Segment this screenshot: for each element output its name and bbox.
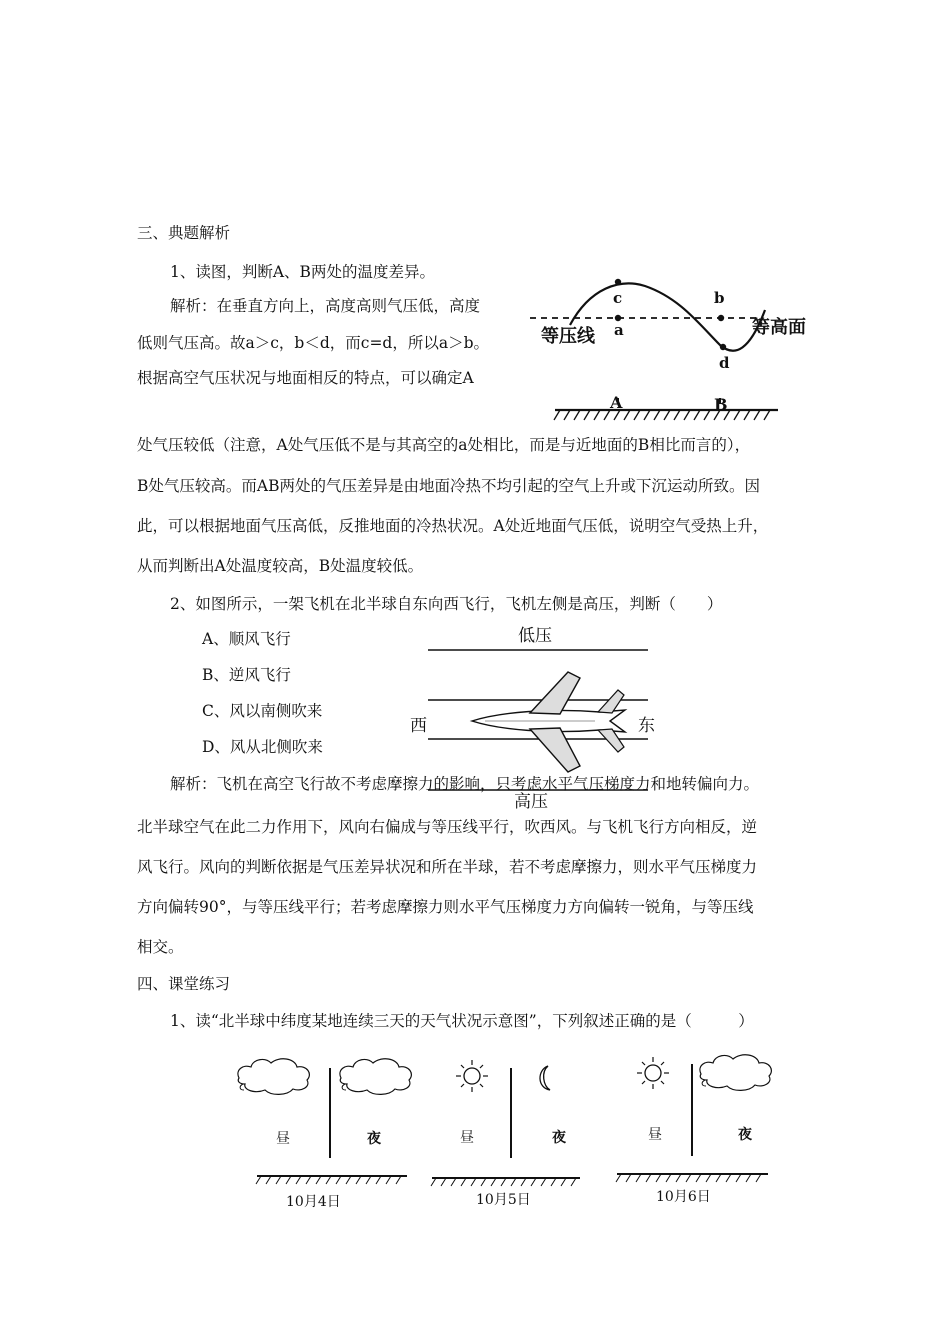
analysis-line: 北半球空气在此二力作用下，风向右偏成与等压线平行，吹西风。与飞机飞行方向相反，逆 (137, 818, 758, 836)
sun-icon (456, 1060, 488, 1092)
date-label: 10月5日 (476, 1192, 531, 1208)
weather-panel-oct4 (238, 1059, 411, 1184)
point-c-dot (615, 279, 621, 285)
date-label: 10月6日 (656, 1189, 711, 1205)
sun-icon (637, 1057, 669, 1089)
weather-diagram (225, 1048, 785, 1198)
day-label: 昼 (276, 1131, 290, 1147)
level-surface-label: 等高面 (752, 317, 806, 338)
night-label: 夜 (367, 1131, 381, 1147)
option-c: C、风以南侧吹来 (202, 702, 323, 720)
option-b: B、逆风飞行 (202, 666, 291, 684)
analysis-line: 相交。 (137, 938, 184, 956)
low-pressure-label: 低压 (518, 626, 552, 646)
analysis-line: 此，可以根据地面气压高低，反推地面的冷热状况。A处近地面气压低，说明空气受热上升， (137, 517, 769, 535)
ground-B-label: B (714, 395, 728, 414)
cloud-icon (700, 1055, 771, 1091)
ground-hatch (554, 410, 770, 420)
point-d-label: d (719, 354, 730, 372)
point-c-label: c (613, 289, 623, 307)
analysis-line: B处气压较高。而AB两处的气压差异是由地面冷热不均引起的空气上升或下沉运动所致。因 (137, 477, 760, 495)
airplane-icon (472, 672, 625, 772)
analysis-line: 从而判断出A处温度较高，B处温度较低。 (137, 557, 424, 575)
east-label: 东 (638, 716, 655, 736)
analysis-line: 低则气压高。故a＞c，b＜d，而c=d，所以a＞b。 (137, 334, 490, 352)
analysis-line: 解析：飞机在高空飞行故不考虑摩擦力的影响，只考虑水平气压梯度力和地转偏向力。 (170, 775, 760, 793)
weather-panel-oct5 (431, 1060, 580, 1186)
analysis-line: 解析：在垂直方向上，高度高则气压低，高度 (170, 297, 481, 315)
weather-panel-oct6 (616, 1055, 771, 1182)
cloud-icon (238, 1059, 309, 1095)
isobar-curve (570, 283, 765, 350)
option-d: D、风从北侧吹来 (202, 738, 323, 756)
option-a: A、顺风飞行 (202, 630, 291, 648)
west-label: 西 (410, 716, 427, 736)
section-heading: 四、课堂练习 (137, 975, 231, 993)
cloud-icon (340, 1059, 411, 1095)
analysis-line: 根据高空气压状况与地面相反的特点，可以确定A (137, 369, 474, 387)
point-a-label: a (614, 321, 624, 339)
ground-A-label: A (610, 393, 623, 412)
question-2: 2、如图所示，一架飞机在北半球自东向西飞行，飞机左侧是高压，判断（ ） (170, 595, 723, 613)
night-label: 夜 (738, 1127, 752, 1143)
isobar-label: 等压线 (541, 326, 595, 347)
practice-question-1: 1、读“北半球中纬度某地连续三天的天气状况示意图”，下列叙述正确的是（ ） (170, 1012, 754, 1030)
point-b-dot (718, 315, 724, 321)
day-label: 昼 (460, 1130, 474, 1146)
moon-icon (540, 1066, 550, 1090)
analysis-line: 处气压较低（注意，A处气压低不是与其高空的a处相比，而是与近地面的B相比而言的）， (137, 436, 751, 454)
point-b-label: b (714, 289, 725, 307)
night-label: 夜 (552, 1130, 566, 1146)
point-d-dot (720, 344, 726, 350)
analysis-line: 方向偏转90°，与等压线平行；若考虑摩擦力则水平气压梯度力方向偏转一锐角，与等压线 (137, 898, 754, 916)
day-label: 昼 (648, 1127, 662, 1143)
date-label: 10月4日 (286, 1194, 341, 1210)
high-pressure-label: 高压 (514, 792, 548, 812)
section-heading: 三、典题解析 (137, 224, 231, 242)
question-1: 1、读图，判断A、B两处的温度差异。 (170, 263, 435, 281)
isobar-diagram (530, 270, 820, 430)
analysis-line: 风飞行。风向的判断依据是气压差异状况和所在半球，若不考虑摩擦力，则水平气压梯度力 (137, 858, 758, 876)
